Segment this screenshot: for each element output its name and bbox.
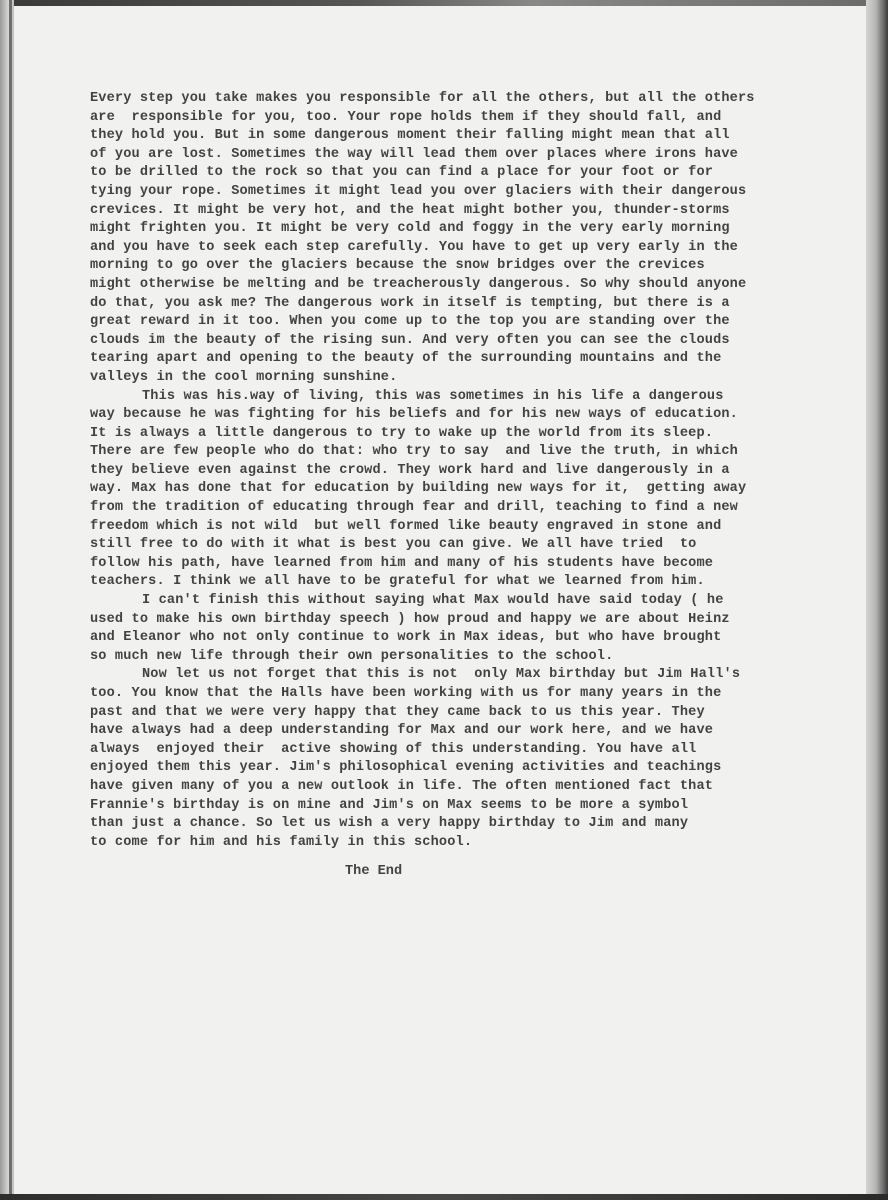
text-line: still free to do with it what is best you can give. We all have tried to xyxy=(90,537,697,553)
text-line: There are few people who do that: who try to say and live the truth, in which xyxy=(90,444,738,460)
text-line: freedom which is not wild but well formed like beauty engraved in stone and xyxy=(90,518,722,534)
text-line: way because he was fighting for his beliefs and for his new ways of education. xyxy=(90,407,738,423)
text-line: have given many of you a new outlook in life. The often mentioned fact that xyxy=(90,778,714,794)
text-line: clouds im the beauty of the rising sun. And very often you can see the clouds xyxy=(90,332,730,348)
binding-shadow xyxy=(9,0,12,1200)
text-line: might frighten you. It might be very cold and foggy in the very early morning xyxy=(90,221,730,237)
text-line: morning to go over the glaciers because the snow bridges over the crevices xyxy=(90,258,705,274)
text-line: I can't finish this without saying what Max would have said today ( he xyxy=(142,593,724,609)
text-line: and you have to seek each step carefully. You have to get up very early in the xyxy=(90,239,738,255)
text-line: from the tradition of educating through fear and drill, teaching to find a new xyxy=(90,500,738,516)
text-line: great reward in it too. When you come up to the top you are standing over the xyxy=(90,314,730,330)
text-line: they hold you. But in some dangerous moment their falling might mean that all xyxy=(90,128,730,144)
text-line: are responsible for you, too. Your rope holds them if they should fall, and xyxy=(90,109,722,125)
text-line: too. You know that the Halls have been working with us for many years in the xyxy=(90,686,722,701)
text-line: than just a chance. So let us wish a very happy birthday to Jim and many xyxy=(90,816,689,832)
text-line: and Eleanor who not only continue to work in Max ideas, but who have brought xyxy=(90,630,722,646)
text-line: past and that we were very happy that they came back to us this year. They xyxy=(90,704,705,720)
closing-line: The End xyxy=(345,864,403,879)
text-line: might otherwise be melting and be treacherously dangerous. So why should anyone xyxy=(90,276,747,292)
text-line: This was his.way of living, this was sometimes in his life a dangerous xyxy=(142,388,724,404)
text-line: always enjoyed their active showing of this understanding. You have all xyxy=(90,741,697,757)
text-line: follow his path, have learned from him and many of his students have become xyxy=(90,555,714,571)
text-line: Now let us not forget that this is not only Max birthday but Jim Hall's xyxy=(142,667,741,683)
text-line: Every step you take makes you responsible for all the others, but all the others xyxy=(90,91,755,106)
text-line: way. Max has done that for education by building new ways for it, getting away xyxy=(90,481,747,497)
text-line: to be drilled to the rock so that you can find a place for your foot or for xyxy=(90,165,714,181)
text-line: to come for him and his family in this school. xyxy=(90,834,473,850)
scan-right-edge xyxy=(866,0,888,1200)
text-line: It is always a little dangerous to try to wake up the world from its sleep. xyxy=(90,425,714,441)
typed-body-text xyxy=(90,90,830,852)
text-line: have always had a deep understanding for Max and our work here, and we have xyxy=(90,723,714,739)
text-line: crevices. It might be very hot, and the heat might bother you, thunder-storms xyxy=(90,202,730,218)
text-line: do that, you ask me? The dangerous work in itself is tempting, but there is a xyxy=(90,295,730,311)
text-line: tying your rope. Sometimes it might lead you over glaciers with their dangerous xyxy=(90,183,747,199)
text-line: they believe even against the crowd. They work hard and live dangerously in a xyxy=(90,462,730,478)
text-line: teachers. I think we all have to be grateful for what we learned from him. xyxy=(90,574,705,590)
text-line: Frannie's birthday is on mine and Jim's on Max seems to be more a symbol xyxy=(90,797,689,813)
text-line: so much new life through their own personalities to the school. xyxy=(90,648,614,664)
text-line: used to make his own birthday speech ) how proud and happy we are about Heinz xyxy=(90,611,730,627)
scan-bottom-edge xyxy=(0,1194,888,1200)
text-line: enjoyed them this year. Jim's philosophical evening activities and teachings xyxy=(90,760,722,776)
text-line: of you are lost. Sometimes the way will lead them over places where irons have xyxy=(90,146,738,162)
text-line: tearing apart and opening to the beauty of the surrounding mountains and the xyxy=(90,351,722,367)
text-line: valleys in the cool morning sunshine. xyxy=(90,369,398,385)
